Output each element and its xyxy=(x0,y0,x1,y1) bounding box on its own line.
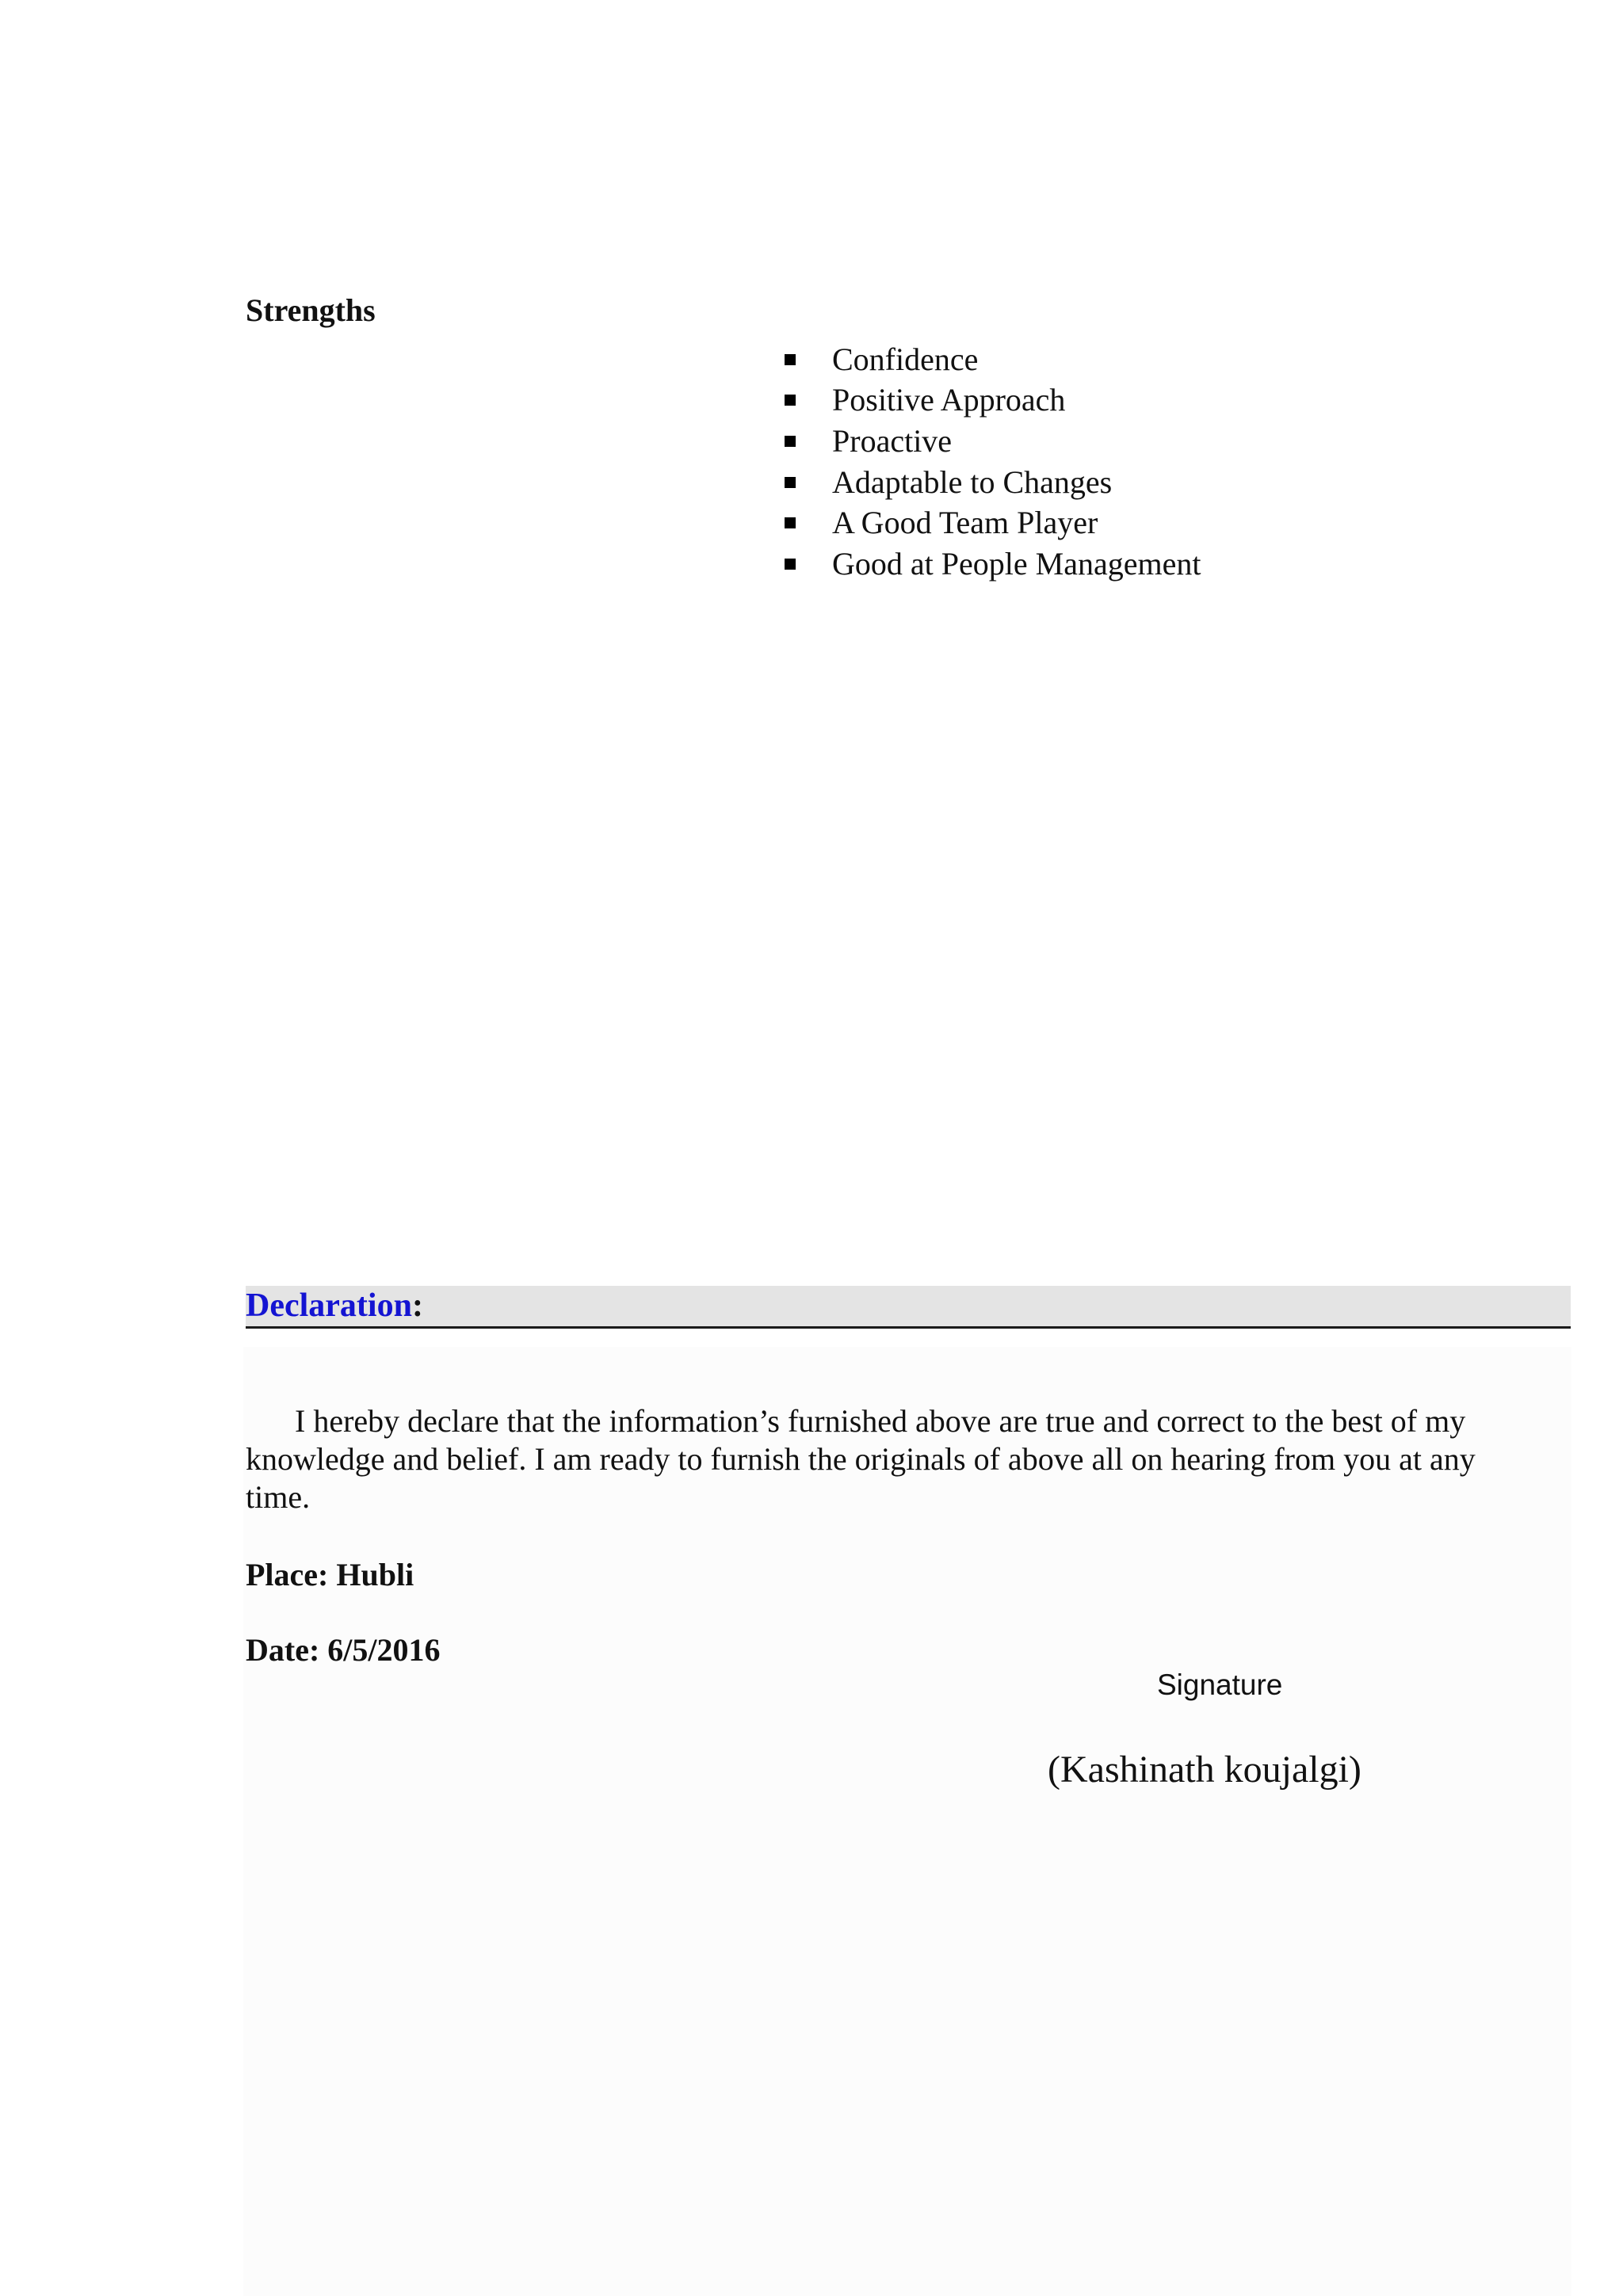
declaration-heading-bar xyxy=(246,1286,1571,1329)
place-line: Place: Hubli xyxy=(246,1557,414,1592)
list-item xyxy=(785,502,1201,543)
declaration-heading-colon: : xyxy=(411,1287,423,1324)
strength-label: A Good Team Player xyxy=(832,505,1098,541)
strength-label: Good at People Management xyxy=(832,545,1201,582)
strength-label: Positive Approach xyxy=(832,382,1066,418)
strengths-list xyxy=(785,339,1201,585)
square-bullet-icon xyxy=(785,354,796,365)
square-bullet-icon xyxy=(785,436,796,447)
signature-label: Signature xyxy=(1157,1669,1283,1701)
declaration-heading-word: Declaration xyxy=(246,1287,412,1324)
square-bullet-icon xyxy=(785,559,796,570)
list-item xyxy=(785,421,1201,462)
declaration-heading xyxy=(246,1287,423,1325)
date-line: Date: 6/5/2016 xyxy=(246,1632,441,1668)
list-item xyxy=(785,462,1201,503)
square-bullet-icon xyxy=(785,477,796,488)
strengths-heading: Strengths xyxy=(246,292,376,328)
square-bullet-icon xyxy=(785,395,796,406)
strength-label: Confidence xyxy=(832,341,979,377)
strength-label: Proactive xyxy=(832,422,953,459)
list-item xyxy=(785,380,1201,421)
list-item xyxy=(785,543,1201,585)
strength-label: Adaptable to Changes xyxy=(832,463,1113,500)
square-bullet-icon xyxy=(785,517,796,528)
declaration-text: I hereby declare that the information’s furnished above are true and correct to the best of my knowledge and belief. I am ready to furnish the originals of above all on hearing from you at any time. xyxy=(246,1403,1476,1515)
list-item xyxy=(785,339,1201,380)
signature-name: (Kashinath koujalgi) xyxy=(1048,1749,1361,1791)
